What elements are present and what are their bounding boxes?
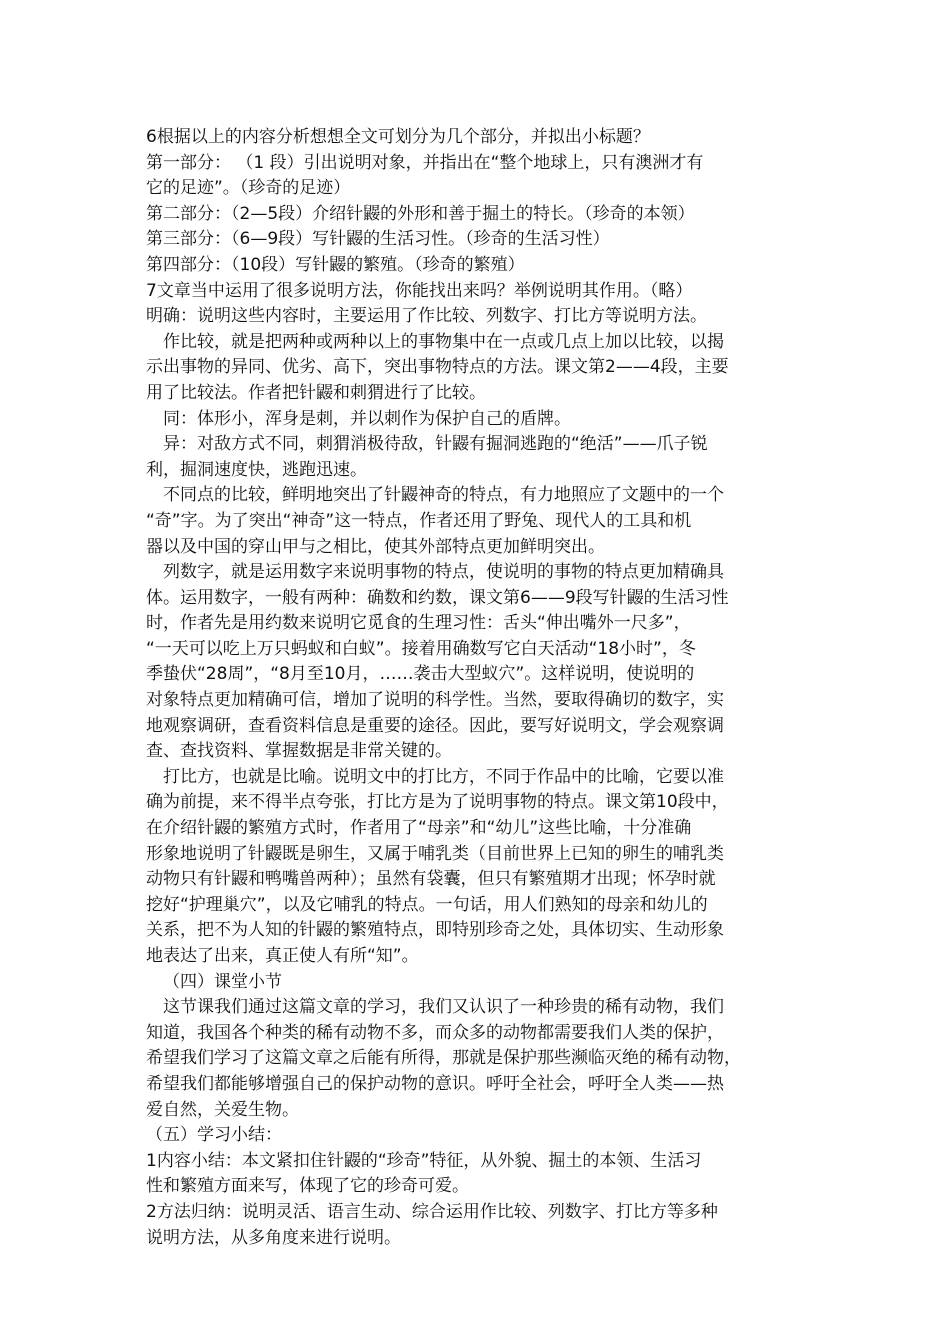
document-body [146, 125, 816, 1251]
text-line: 关系，把不为人知的针鼹的繁殖特点，即特别珍奇之处，具体切实、生动形象 [146, 920, 724, 941]
text-line: 示出事物的异同、优劣、高下，突出事物特点的方法。课文第2——4段，主要 [146, 357, 729, 378]
text-line: 2方法归纳：说明灵活、语言生动、综合运用作比较、列数字、打比方等多种 [146, 1201, 718, 1222]
text-line: 查、查找资料、掌握数据是非常关键的。 [146, 741, 452, 762]
text-line: 地表达了出来，真正使人有所“知”。 [146, 946, 419, 966]
text-line: “一天可以吃上万只蚂蚁和白蚁”。接着用确数写它白天活动“18小时”，冬 [146, 638, 696, 659]
text-line: 希望我们学习了这篇文章之后能有所得，那就是保护那些濒临灭绝的稀有动物， [146, 1048, 741, 1069]
text-line: 用了比较法。作者把针鼹和刺猬进行了比较。 [146, 382, 486, 403]
text-line: 形象地说明了针鼹既是卵生，又属于哺乳类（目前世界上已知的卵生的哺乳类 [146, 843, 724, 864]
text-line: 作比较，就是把两种或两种以上的事物集中在一点或几点上加以比较，以揭 [163, 331, 724, 352]
text-line: 7文章当中运用了很多说明方法，你能找出来吗？举例说明其作用。（略） [146, 280, 693, 301]
text-line: 异：对敌方式不同，刺猬消极待敌，针鼹有掘洞逃跑的“绝活”——爪子锐 [163, 434, 708, 455]
text-line: 第四部分：（10段）写针鼹的繁殖。（珍奇的繁殖） [146, 254, 525, 275]
text-line: 确为前提，来不得半点夸张，打比方是为了说明事物的特点。课文第10段中， [146, 792, 729, 813]
text-line: 第一部分： （1 段）引出说明对象，并指出在“整个地球上，只有澳洲才有 [146, 152, 704, 173]
text-line: 说明方法，从多角度来进行说明。 [146, 1227, 401, 1248]
text-line: 在介绍针鼹的繁殖方式时，作者用了“母亲”和“幼儿”这些比喻，十分准确 [146, 818, 692, 839]
text-line: 时，作者先是用约数来说明它觅食的生理习性：舌头“伸出嘴外一尺多”， [146, 613, 691, 634]
text-line: 知道，我国各个种类的稀有动物不多，而众多的动物都需要我们人类的保护， [146, 1022, 724, 1043]
text-line: 打比方，也就是比喻。说明文中的打比方，不同于作品中的比喻，它要以准 [163, 766, 724, 787]
text-line: 这节课我们通过这篇文章的学习，我们又认识了一种珍贵的稀有动物，我们 [163, 997, 724, 1018]
text-line: 挖好“护理巢穴”，以及它哺乳的特点。一句话，用人们熟知的母亲和幼儿的 [146, 894, 708, 915]
text-line: 动物只有针鼹和鸭嘴兽两种）；虽然有袋囊，但只有繁殖期才出现；怀孕时就 [146, 869, 716, 890]
text-line: 器以及中国的穿山甲与之相比，使其外部特点更加鲜明突出。 [146, 536, 605, 557]
text-line: 1内容小结：本文紧扣住针鼹的“珍奇”特征，从外貌、掘土的本领、生活习 [146, 1150, 702, 1171]
text-line: 地观察调研，查看资料信息是重要的途径。因此，要写好说明文，学会观察调 [146, 715, 724, 736]
text-line: “奇”字。为了突出“神奇”这一特点，作者还用了野兔、现代人的工具和机 [146, 510, 692, 531]
text-line: 季蛰伏“28周”，“8月至10月，……袭击大型蚁穴”。这样说明，使说明的 [146, 664, 695, 685]
text-line: 性和繁殖方面来写，体现了它的珍奇可爱。 [146, 1176, 469, 1197]
text-line: 列数字，就是运用数字来说明事物的特点，使说明的事物的特点更加精确具 [163, 562, 724, 583]
text-line: 6根据以上的内容分析想想全文可划分为几个部分，并拟出小标题？ [146, 127, 650, 147]
text-line: 第二部分：（2—5段）介绍针鼹的外形和善于掘土的特长。（珍奇的本领） [146, 203, 695, 224]
text-line: 体。运用数字，一般有两种：确数和约数，课文第6——9段写针鼹的生活习性 [146, 587, 729, 608]
text-line: 不同点的比较，鲜明地突出了针鼹神奇的特点，有力地照应了文题中的一个 [163, 485, 724, 506]
text-line: 同：体形小，浑身是刺，并以刺作为保护自己的盾牌。 [163, 408, 571, 429]
text-line: 爱自然，关爱生物。 [146, 1099, 299, 1120]
text-line: 它的足迹”。（珍奇的足迹） [146, 178, 351, 199]
text-line: （四）课堂小节 [163, 971, 282, 992]
text-line: 第三部分：（6—9段）写针鼹的生活习性。（珍奇的生活习性） [146, 229, 610, 250]
text-line: 利，掘洞速度快，逃跑迅速。 [146, 459, 367, 480]
text-line: （五）学习小结： [146, 1125, 282, 1146]
text-line: 明确：说明这些内容时，主要运用了作比较、列数字、打比方等说明方法。 [146, 306, 707, 327]
text-line: 希望我们都能够增强自己的保护动物的意识。呼吁全社会，呼吁全人类——热 [146, 1073, 724, 1094]
document-page [146, 125, 816, 1251]
text-line: 对象特点更加精确可信，增加了说明的科学性。当然，要取得确切的数字，实 [146, 690, 724, 711]
